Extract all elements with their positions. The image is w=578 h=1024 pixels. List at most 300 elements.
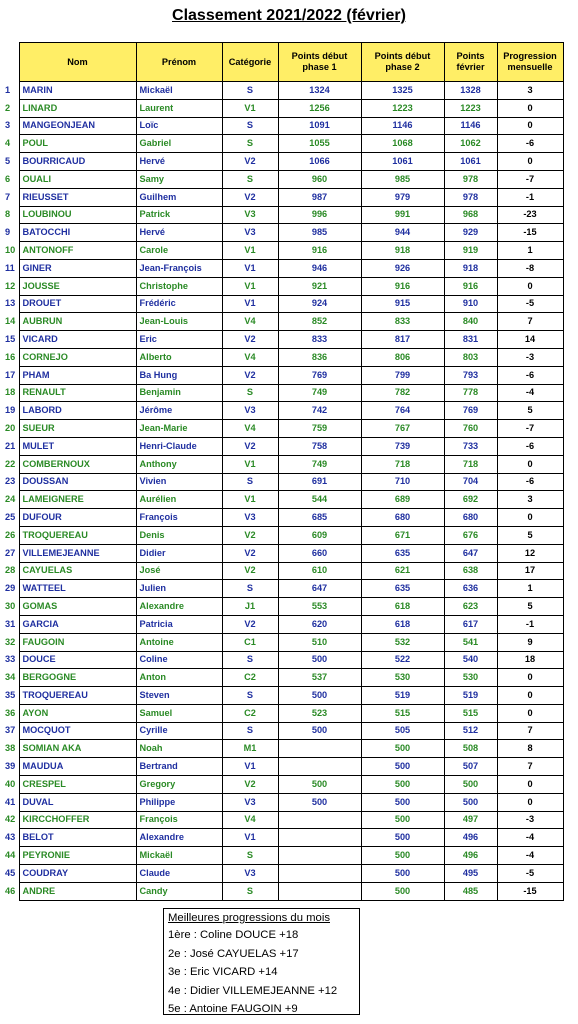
rank-cell: 33 [5,654,16,665]
nom-cell: FAUGOIN [19,633,136,651]
points-phase2-cell: 500 [361,758,444,776]
categorie-cell: V1 [222,259,278,277]
progression-cell: 0 [497,455,563,473]
prenom-cell: Mickaël [136,847,222,865]
points-phase2-cell: 618 [361,598,444,616]
prenom-cell: Vivien [136,473,222,491]
points-phase2-cell: 916 [361,277,444,295]
points-fevrier-cell: 1061 [444,153,497,171]
points-phase2-cell: 635 [361,544,444,562]
header-points-phase1: Points début phase 1 [278,43,361,82]
points-fevrier-cell: 496 [444,829,497,847]
points-phase1-cell: 916 [278,242,361,260]
points-fevrier-cell: 733 [444,437,497,455]
table-row [2,669,563,687]
points-fevrier-cell: 778 [444,384,497,402]
points-phase2-cell: 767 [361,420,444,438]
points-phase1-cell: 500 [278,776,361,794]
categorie-cell: S [222,651,278,669]
points-phase2-cell: 500 [361,811,444,829]
nom-cell: MARIN [19,82,136,100]
table-row [2,277,563,295]
progression-cell: 14 [497,331,563,349]
nom-cell: CAYUELAS [19,562,136,580]
progression-cell: -4 [497,829,563,847]
points-fevrier-cell: 512 [444,722,497,740]
nom-cell: MANGEONJEAN [19,117,136,135]
rank-cell: 34 [5,672,16,683]
points-phase2-cell: 1061 [361,153,444,171]
rank-cell: 38 [5,743,16,754]
categorie-cell: V1 [222,829,278,847]
rank-cell: 10 [5,244,16,255]
points-phase1-cell [278,758,361,776]
points-fevrier-cell: 647 [444,544,497,562]
prenom-cell: Cyrille [136,722,222,740]
header-rank [2,43,19,82]
points-phase2-cell: 621 [361,562,444,580]
rank-cell: 22 [5,458,16,469]
points-phase1-cell: 987 [278,188,361,206]
table-row [2,793,563,811]
nom-cell: PEYRONIE [19,847,136,865]
points-fevrier-cell: 968 [444,206,497,224]
progression-cell: -7 [497,170,563,188]
points-fevrier-cell: 929 [444,224,497,242]
rank-cell: 20 [5,422,16,433]
categorie-cell: S [222,687,278,705]
points-phase1-cell: 769 [278,366,361,384]
nom-cell: DOUCE [19,651,136,669]
categorie-cell: M1 [222,740,278,758]
nom-cell: RENAULT [19,384,136,402]
prenom-cell: Claude [136,865,222,883]
prenom-cell: Anthony [136,455,222,473]
points-phase2-cell: 522 [361,651,444,669]
table-row [2,509,563,527]
points-phase2-cell: 710 [361,473,444,491]
rank-cell: 39 [5,761,16,772]
rank-cell: 21 [5,440,16,451]
page-title: Classement 2021/2022 (février) [172,7,406,24]
progression-cell: -3 [497,811,563,829]
points-phase2-cell: 618 [361,615,444,633]
points-fevrier-cell: 500 [444,793,497,811]
categorie-cell: V2 [222,544,278,562]
points-fevrier-cell: 508 [444,740,497,758]
points-phase1-cell: 1091 [278,117,361,135]
best-progressions-box [163,908,360,1015]
rank-cell: 29 [5,583,16,594]
table-row [2,633,563,651]
table-row [2,242,563,260]
categorie-cell: V3 [222,865,278,883]
table-row [2,384,563,402]
rank-cell: 5 [5,155,11,166]
progression-cell: -5 [497,865,563,883]
nom-cell: CORNEJO [19,348,136,366]
table-row [2,295,563,313]
points-phase1-cell: 996 [278,206,361,224]
table-row [2,580,563,598]
rank-cell: 25 [5,511,16,522]
categorie-cell: V1 [222,758,278,776]
nom-cell: PHAM [19,366,136,384]
table-row [2,562,563,580]
progression-cell: 0 [497,669,563,687]
progression-cell: -4 [497,384,563,402]
points-phase2-cell: 944 [361,224,444,242]
categorie-cell: V2 [222,615,278,633]
table-row [2,473,563,491]
categorie-cell: V1 [222,242,278,260]
nom-cell: LOUBINOU [19,206,136,224]
points-fevrier-cell: 507 [444,758,497,776]
progression-cell: 3 [497,491,563,509]
points-fevrier-cell: 638 [444,562,497,580]
points-phase2-cell: 817 [361,331,444,349]
points-fevrier-cell: 680 [444,509,497,527]
rank-cell: 30 [5,600,16,611]
nom-cell: LINARD [19,99,136,117]
categorie-cell: S [222,117,278,135]
rank-cell: 23 [5,476,16,487]
rank-cell: 9 [5,227,11,238]
points-fevrier-cell: 541 [444,633,497,651]
prenom-cell: Patricia [136,615,222,633]
categorie-cell: V2 [222,366,278,384]
prenom-cell: Alexandre [136,598,222,616]
table-row [2,491,563,509]
table-row [2,882,563,900]
prenom-cell: José [136,562,222,580]
nom-cell: AUBRUN [19,313,136,331]
rank-cell: 3 [5,120,11,131]
nom-cell: KIRCCHOFFER [19,811,136,829]
header-points-phase2: Points début phase 2 [361,43,444,82]
points-fevrier-cell: 617 [444,615,497,633]
progression-cell: 0 [497,793,563,811]
table-row [2,224,563,242]
table-row [2,366,563,384]
categorie-cell: S [222,847,278,865]
nom-cell: WATTEEL [19,580,136,598]
categorie-cell: V2 [222,331,278,349]
points-phase1-cell: 500 [278,793,361,811]
points-phase2-cell: 739 [361,437,444,455]
points-fevrier-cell: 918 [444,259,497,277]
points-phase2-cell: 918 [361,242,444,260]
progression-cell: 5 [497,598,563,616]
points-fevrier-cell: 496 [444,847,497,865]
points-fevrier-cell: 530 [444,669,497,687]
nom-cell: BATOCCHI [19,224,136,242]
prenom-cell: Hervé [136,224,222,242]
rank-cell: 42 [5,814,16,825]
prenom-cell: Jérôme [136,402,222,420]
table-row [2,348,563,366]
points-phase2-cell: 680 [361,509,444,527]
table-row [2,259,563,277]
points-phase2-cell: 991 [361,206,444,224]
table-row [2,420,563,438]
categorie-cell: V3 [222,509,278,527]
points-fevrier-cell: 1328 [444,82,497,100]
points-phase1-cell: 985 [278,224,361,242]
nom-cell: OUALI [19,170,136,188]
points-fevrier-cell: 500 [444,776,497,794]
points-phase2-cell: 505 [361,722,444,740]
categorie-cell: S [222,135,278,153]
progression-cell: 12 [497,544,563,562]
points-phase2-cell: 532 [361,633,444,651]
points-phase2-cell: 926 [361,259,444,277]
nom-cell: TROQUEREAU [19,687,136,705]
points-phase1-cell: 749 [278,455,361,473]
points-phase1-cell: 1256 [278,99,361,117]
table-row [2,188,563,206]
table-row [2,740,563,758]
points-phase1-cell: 759 [278,420,361,438]
categorie-cell: V1 [222,455,278,473]
prenom-cell: Eric [136,331,222,349]
rank-cell: 18 [5,387,16,398]
nom-cell: BELOT [19,829,136,847]
rank-cell: 4 [5,138,11,149]
nom-cell: BERGOGNE [19,669,136,687]
rank-cell: 27 [5,547,16,558]
nom-cell: DUFOUR [19,509,136,527]
categorie-cell: S [222,882,278,900]
progression-cell: 18 [497,651,563,669]
points-phase1-cell: 852 [278,313,361,331]
nom-cell: GARCIA [19,615,136,633]
points-phase2-cell: 515 [361,704,444,722]
prenom-cell: Noah [136,740,222,758]
points-phase1-cell: 921 [278,277,361,295]
points-phase1-cell: 660 [278,544,361,562]
nom-cell: AYON [19,704,136,722]
nom-cell: TROQUEREAU [19,526,136,544]
points-phase2-cell: 500 [361,829,444,847]
rank-cell: 15 [5,333,16,344]
points-phase2-cell: 764 [361,402,444,420]
rank-cell: 41 [5,796,16,807]
rank-cell: 1 [5,84,11,95]
rank-cell: 16 [5,351,16,362]
points-phase2-cell: 500 [361,740,444,758]
points-phase1-cell: 500 [278,722,361,740]
categorie-cell: V4 [222,811,278,829]
points-fevrier-cell: 718 [444,455,497,473]
prenom-cell: Julien [136,580,222,598]
table-row [2,651,563,669]
points-fevrier-cell: 485 [444,882,497,900]
prenom-cell: Aurélien [136,491,222,509]
header-points-fevrier: Points février [444,43,497,82]
nom-cell: SUEUR [19,420,136,438]
progression-cell: 0 [497,277,563,295]
categorie-cell: V2 [222,437,278,455]
categorie-cell: V4 [222,348,278,366]
categorie-cell: V3 [222,402,278,420]
points-phase1-cell: 749 [278,384,361,402]
prenom-cell: François [136,509,222,527]
best-progression-line: 4e : Didier VILLEMEJEANNE +12 [168,984,338,997]
table-row [2,313,563,331]
prenom-cell: Christophe [136,277,222,295]
points-fevrier-cell: 840 [444,313,497,331]
points-fevrier-cell: 676 [444,526,497,544]
categorie-cell: V2 [222,188,278,206]
points-phase1-cell: 685 [278,509,361,527]
categorie-cell: V1 [222,277,278,295]
points-phase2-cell: 500 [361,793,444,811]
prenom-cell: Carole [136,242,222,260]
prenom-cell: Guilhem [136,188,222,206]
prenom-cell: Coline [136,651,222,669]
points-phase1-cell: 924 [278,295,361,313]
table-row [2,704,563,722]
table-row [2,135,563,153]
points-phase1-cell: 523 [278,704,361,722]
prenom-cell: Gabriel [136,135,222,153]
points-phase1-cell: 836 [278,348,361,366]
rank-cell: 13 [5,298,16,309]
nom-cell: POUL [19,135,136,153]
prenom-cell: Jean-Louis [136,313,222,331]
table-row [2,455,563,473]
points-phase2-cell: 530 [361,669,444,687]
rank-cell: 17 [5,369,16,380]
progression-cell: -4 [497,847,563,865]
prenom-cell: Denis [136,526,222,544]
table-row [2,758,563,776]
points-phase1-cell: 500 [278,651,361,669]
prenom-cell: Henri-Claude [136,437,222,455]
points-phase2-cell: 799 [361,366,444,384]
points-phase2-cell: 806 [361,348,444,366]
points-phase1-cell [278,829,361,847]
points-fevrier-cell: 519 [444,687,497,705]
points-fevrier-cell: 704 [444,473,497,491]
progression-cell: -5 [497,295,563,313]
progression-cell: 0 [497,776,563,794]
points-phase1-cell: 609 [278,526,361,544]
progression-cell: 7 [497,313,563,331]
progression-cell: 7 [497,722,563,740]
nom-cell: MOCQUOT [19,722,136,740]
nom-cell: GOMAS [19,598,136,616]
prenom-cell: Laurent [136,99,222,117]
categorie-cell: J1 [222,598,278,616]
progression-cell: -6 [497,473,563,491]
rank-cell: 46 [5,885,16,896]
best-progressions-title: Meilleures progressions du mois [168,912,330,924]
rank-cell: 8 [5,209,11,220]
table-row [2,82,563,100]
points-phase1-cell [278,865,361,883]
points-fevrier-cell: 919 [444,242,497,260]
points-fevrier-cell: 1223 [444,99,497,117]
points-phase2-cell: 718 [361,455,444,473]
progression-cell: 1 [497,242,563,260]
points-fevrier-cell: 623 [444,598,497,616]
table-row [2,544,563,562]
nom-cell: ANDRE [19,882,136,900]
points-fevrier-cell: 1146 [444,117,497,135]
nom-cell: VICARD [19,331,136,349]
points-fevrier-cell: 978 [444,170,497,188]
prenom-cell: Frédéric [136,295,222,313]
categorie-cell: V3 [222,793,278,811]
categorie-cell: V3 [222,206,278,224]
points-phase2-cell: 1325 [361,82,444,100]
rank-cell: 43 [5,832,16,843]
categorie-cell: C2 [222,669,278,687]
points-phase2-cell: 500 [361,865,444,883]
points-phase1-cell: 500 [278,687,361,705]
prenom-cell: Steven [136,687,222,705]
table-row [2,170,563,188]
points-phase2-cell: 782 [361,384,444,402]
points-fevrier-cell: 692 [444,491,497,509]
prenom-cell: Jean-Marie [136,420,222,438]
best-progression-line: 3e : Eric VICARD +14 [168,966,278,979]
points-fevrier-cell: 793 [444,366,497,384]
nom-cell: DUVAL [19,793,136,811]
categorie-cell: V3 [222,224,278,242]
rank-cell: 36 [5,707,16,718]
nom-cell: COUDRAY [19,865,136,883]
points-fevrier-cell: 515 [444,704,497,722]
prenom-cell: Anton [136,669,222,687]
prenom-cell: Benjamin [136,384,222,402]
points-phase1-cell: 742 [278,402,361,420]
progression-cell: 0 [497,704,563,722]
rank-cell: 11 [5,262,15,273]
table-row [2,615,563,633]
progression-cell: 5 [497,402,563,420]
prenom-cell: Bertrand [136,758,222,776]
table-row [2,776,563,794]
rank-cell: 35 [5,689,16,700]
categorie-cell: V4 [222,420,278,438]
points-phase1-cell: 553 [278,598,361,616]
table-row [2,811,563,829]
rank-cell: 45 [5,867,16,878]
points-phase1-cell [278,882,361,900]
points-fevrier-cell: 910 [444,295,497,313]
prenom-cell: Alberto [136,348,222,366]
header-categorie: Catégorie [222,43,278,82]
table-row [2,847,563,865]
points-phase1-cell: 758 [278,437,361,455]
progression-cell: 0 [497,99,563,117]
points-phase2-cell: 500 [361,882,444,900]
table-row [2,722,563,740]
points-phase1-cell: 544 [278,491,361,509]
categorie-cell: V1 [222,491,278,509]
rank-cell: 6 [5,173,11,184]
progression-cell: -6 [497,135,563,153]
points-phase2-cell: 1223 [361,99,444,117]
table-row [2,99,563,117]
table-row [2,526,563,544]
prenom-cell: Didier [136,544,222,562]
prenom-cell: Patrick [136,206,222,224]
progression-cell: 0 [497,117,563,135]
